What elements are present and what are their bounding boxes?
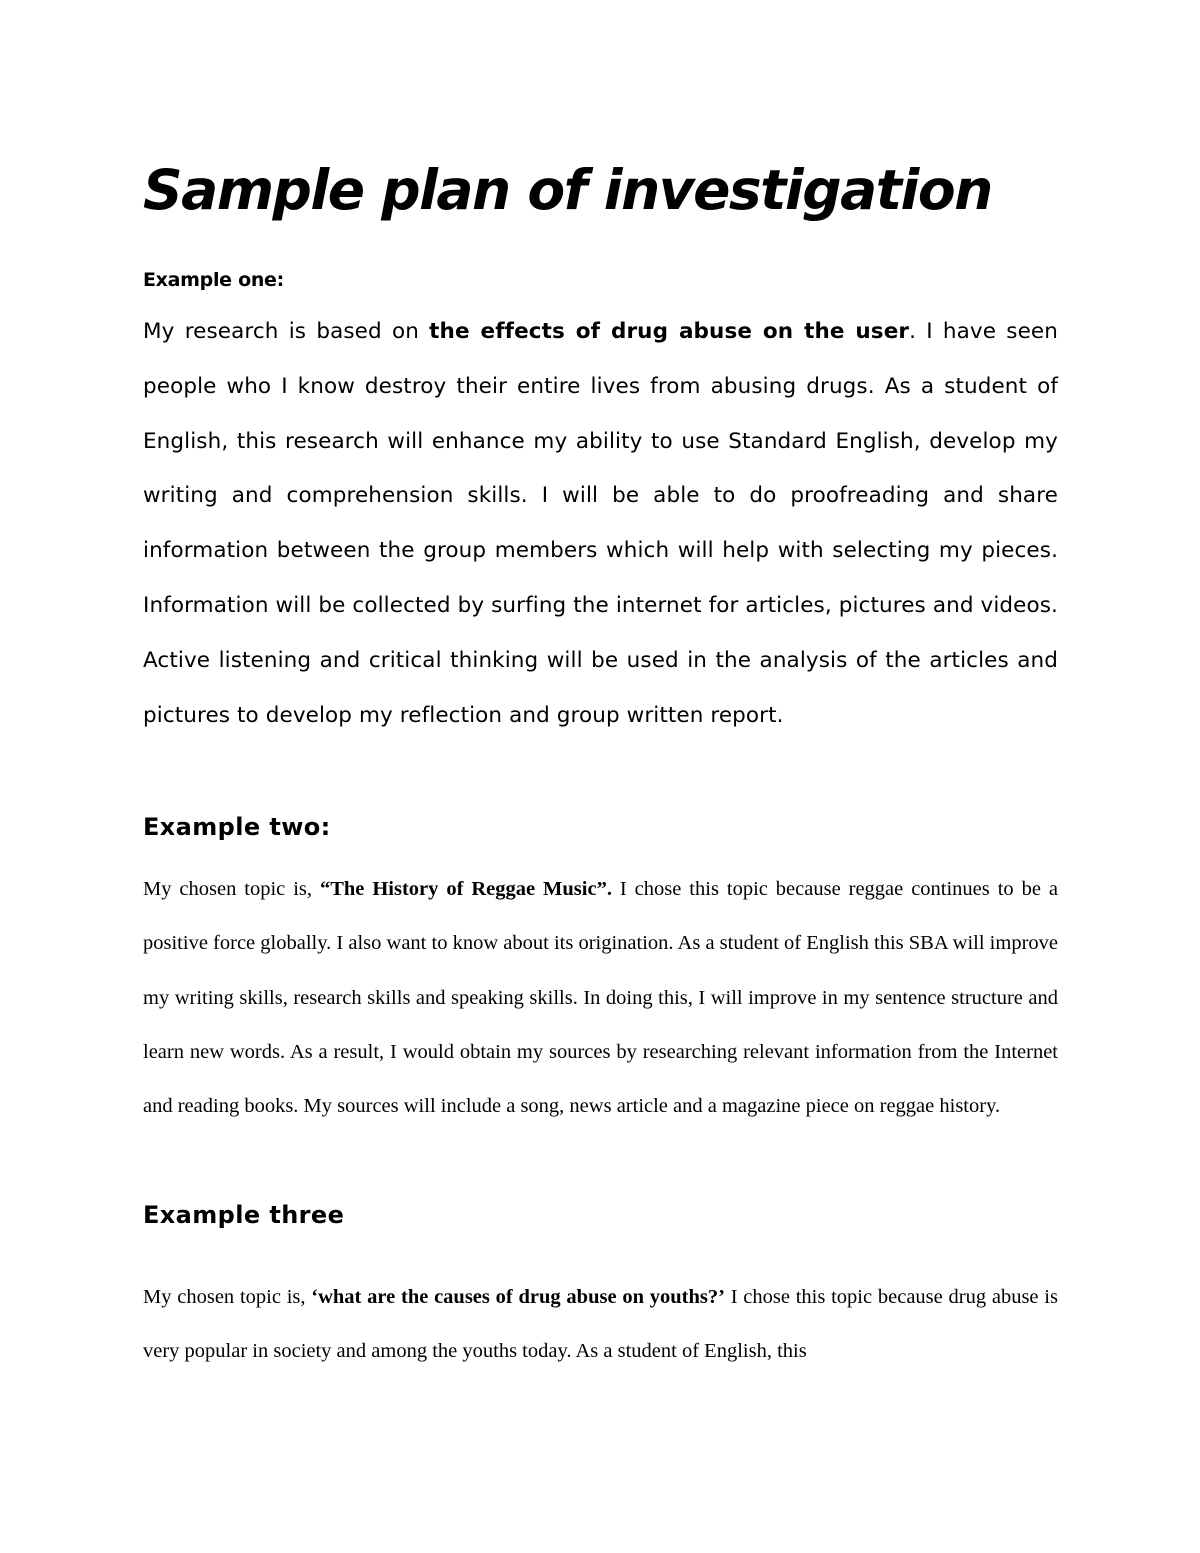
example-one-paragraph xyxy=(143,305,1058,743)
example-one-text-start: My research is based on xyxy=(143,319,430,344)
example-two-paragraph xyxy=(143,862,1058,1133)
example-three-text-start: My chosen topic is, xyxy=(143,1286,312,1308)
example-three-heading: Example three xyxy=(143,1201,345,1229)
example-three-topic: ‘what are the causes of drug abuse on youths?’ xyxy=(311,1286,725,1308)
example-one-heading: Example one: xyxy=(143,269,284,291)
example-two-text-start: My chosen topic is, xyxy=(143,878,320,900)
document-title: Sample plan of investigation xyxy=(143,158,992,222)
example-three-paragraph xyxy=(143,1270,1058,1379)
example-two-heading: Example two: xyxy=(143,813,331,841)
example-one-text-rest: . I have seen people who I know destroy their entire lives from abusing drugs. As a student of English, this research will enhance my ability to use Standard English, develop my writing and comprehension skills. I will be able to do proofreading and share information between the group members which will help with selecting my pieces. Information will be collected by surfing the internet for articles, pictures and videos. Active listening and critical thinking will be used in the analysis of the articles and pictures to develop my reflection and group written report. xyxy=(143,319,1058,728)
example-two-text-rest: I chose this topic because reggae continues to be a positive force globally. I also want to know about its origination. As a student of English this SBA will improve my writing skills, research skills and speaking skills. In doing this, I will improve in my sentence structure and learn new words. As a result, I would obtain my sources by researching relevant information from the Internet and reading books. My sources will include a song, news article and a magazine piece on reggae history. xyxy=(143,878,1058,1118)
example-two-topic: “The History of Reggae Music”. xyxy=(319,878,612,900)
example-three-text-rest: I chose this topic because drug abuse is very popular in society and among the youths today. As a student of English, this xyxy=(143,1286,1058,1363)
example-one-topic: the effects of drug abuse on the user xyxy=(429,319,910,344)
